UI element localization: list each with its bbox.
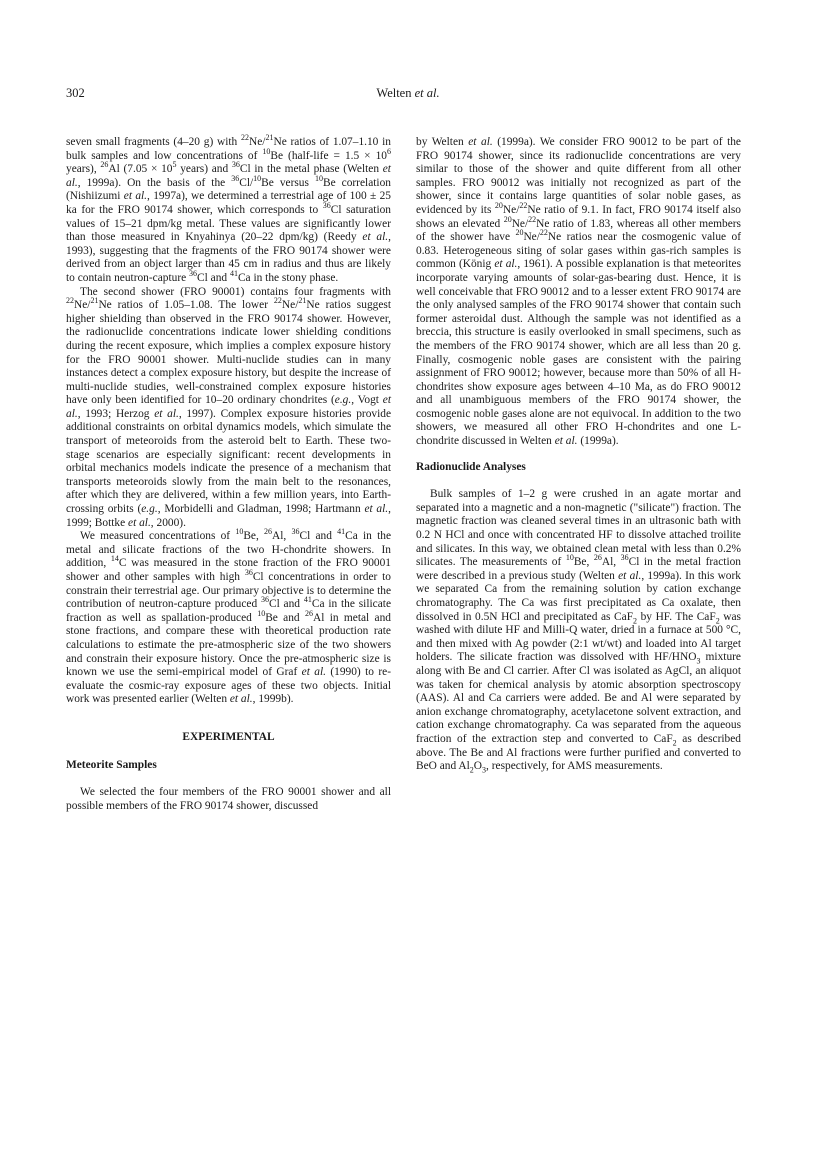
text-run: (1999a). [577, 435, 619, 448]
text-run: Ne/ [249, 136, 266, 148]
text-run: 2 [469, 765, 474, 775]
text-run: Al, [601, 556, 621, 569]
text-run: Be correlation (Nishiizumi [66, 176, 391, 203]
text-run: , 2000). [150, 516, 186, 529]
text-run: 20 [515, 228, 524, 238]
text-run: 36 [189, 269, 198, 279]
text-run: Ca in the stony phase. [237, 271, 339, 284]
text-run: 36 [244, 568, 253, 578]
text-run: 21 [298, 296, 307, 306]
text-run: 2 [633, 615, 638, 625]
text-run: 22 [528, 214, 537, 224]
text-run: 41 [303, 595, 312, 605]
text-run: Ne ratios suggest higher shielding than observed in the FRO 90174 shower. However, the radionuclide concentrations indicate lower shielding conditions during the recent exposure, which implies a complex exposure history for the FRO 90001 shower. Multi-nuclide studies can in many instances detect a complex exposure history, but despite the increase of multi-nuclide studies, well-constrained complex exposure histories have only been identified for 10–20 ordinary chondrites ( [66, 299, 391, 407]
text-run: 20 [503, 214, 512, 224]
text-run: 36 [291, 527, 300, 537]
text-run: years) and [176, 163, 232, 176]
text-run: 2 [715, 615, 720, 625]
text-run: et al. [494, 258, 518, 271]
text-run: 26 [593, 553, 602, 563]
paragraph [66, 527, 392, 707]
text-run: 21 [90, 296, 99, 306]
text-run: et al. [554, 435, 578, 448]
text-run: was washed with dilute HF and Milli-Q water, dried in a furnace at 500 °C, and then mixed with Ag powder (2:1 wt/wt) and loaded into Al target holders. The silicate fraction was dissolved with HF/HNO [416, 610, 741, 664]
text-run: 26 [264, 527, 273, 537]
text-run: 6 [387, 146, 391, 156]
text-run: 20 [494, 201, 503, 211]
text-run: years), [66, 163, 101, 176]
text-run: et al. [618, 569, 642, 582]
text-run: We measured concentrations of [80, 530, 236, 543]
text-run: 36 [231, 173, 240, 183]
text-run: 10 [314, 173, 323, 183]
left-column [66, 133, 392, 813]
text-run: Cl/ [239, 176, 254, 189]
text-run: , 1999a). On the basis of the [77, 176, 232, 189]
text-run: 3 [696, 656, 701, 666]
page-number: 302 [66, 86, 85, 100]
text-run: Cl and [299, 530, 338, 543]
text-run: 41 [337, 527, 346, 537]
text-run: 10 [565, 553, 574, 563]
text-run: 10 [253, 173, 262, 183]
text-run: 26 [304, 608, 313, 618]
text-run: Be and [265, 611, 305, 624]
paragraph [66, 286, 391, 531]
text-run: Cl in the metal fraction were described in a previous study (Welten [416, 556, 741, 582]
text-run: , Morbidelli and Gladman, 1998; Hartmann [157, 503, 365, 516]
text-run: Be (half-life = 1.5 × 10 [270, 149, 387, 162]
text-run: by Welten [416, 136, 469, 148]
text-run: , 1997a), we determined a terrestrial age of 100 ± 25 ka for the FRO 90174 shower, which corresponds to [66, 190, 392, 216]
text-run: by HF. The CaF [637, 610, 716, 623]
text-run: e.g. [334, 394, 352, 407]
text-run: 22 [273, 296, 282, 306]
text-run: 5 [172, 160, 177, 170]
text-run: 21 [265, 133, 274, 143]
text-run: , 1999a). In this work we separated Ca from the remaining solution by cation exchange chromatography. The Ca was first precipitated as Ca oxalate, then dissolved in 0.5N HCl and precipitated as CaF [416, 569, 741, 623]
text-run: 26 [100, 160, 109, 170]
text-run: Cl in the metal phase (Welten [239, 163, 383, 176]
text-run: seven small fragments (4–20 g) with [66, 136, 242, 148]
text-run: Ne/ [281, 299, 299, 312]
text-run: Ne ratio of 9.1. In fact, FRO 90174 itself also shows an elevated [416, 203, 741, 230]
text-run: Be versus [261, 176, 315, 189]
text-run: , Vogt [351, 394, 383, 407]
text-run: Ne ratios of 1.07–1.10 in bulk samples and low concentrations of [66, 136, 391, 162]
paragraph [66, 133, 392, 286]
text-run: 10 [262, 146, 271, 156]
text-run: 36 [322, 201, 331, 211]
text-run: Ne/ [523, 231, 540, 244]
right-column [416, 136, 741, 774]
text-run: , 1961). A possible explanation is that meteorites incorporate varying amounts of solar-gas-bearing dust. Hence, it is well conceivable that FRO 90012 and to a lesser extent FRO 90174 are the only analysed samples of the FRO 90174 shower that contain such former asteroidal dust. Although the sample was not identified as a breccia, this structure is easily overlooked in small specimens, such as the members of the FRO 90174 shower, which are all less than 20 g. Finally, cosmogenic noble gases are consistent with the pairing assignment of FRO 90012; however, because more than 50% of all H-chondrites show exposure ages between 4–10 Ma, as do FRO 90012 and all unambiguous members of the FRO 90174 shower, the cosmogenic noble gases alone are not equivocal. In addition to the two showers, we measured all other FRO H-chondrites and one L-chondrite discussed in Welten [416, 258, 741, 448]
text-run: 2 [672, 738, 677, 748]
text-run: Ne/ [502, 203, 520, 216]
running-title: Welten et al. [376, 86, 440, 100]
paragraph: We selected the four members of the FRO 90001 shower and all possible members of the FRO 90174 shower, discussed [66, 786, 391, 812]
text-run: Cl saturation values of 15–21 dpm/kg metal. These values are significantly lower than those measured in Knyahinya (20–22 dpm/kg) (Reedy [66, 203, 391, 244]
text-run: , 1999; Bottke [66, 503, 391, 529]
text-run: Al in metal and stone fractions, and compare these with theoretical production rate calculations to estimate the pre-atmospheric size of the two showers and constrain their exposure history. Once the pre-atmospheric size is known we use the semi-empirical model of Graf [66, 611, 392, 679]
text-run: mixture along with Be and Cl carrier. After Cl was isolated as AgCl, an aliquot was taken for chemical analysis by atomic absorption spectroscopy (AAS). Al and Ca carriers were added. Be and Al were separated by anion exchange chromatography, acetylacetone solvent extraction, and cation exchange chromatography. Ca was separated from the aqueous fraction of the extraction step and converted to CaF [416, 651, 741, 745]
text-run: , 1997). Complex exposure histories provide additional constraints on orbital dynamics models, which simulate the transport of meteoroids from the asteroid belt to Earth. These two-stage scenarios are especially significant: recent developments in orbital mechanics models indicate the presence of a mechanism that transports meteoroids slowly from the main belt to the resonances, after which they are delivered, within a few million years, into Earth-crossing orbits ( [66, 407, 392, 516]
text-run: et al. [229, 693, 253, 706]
text-run: et al. [364, 503, 389, 516]
text-run: 36 [260, 595, 269, 605]
text-run: 41 [229, 269, 238, 279]
text-run: Ne ratios near the cosmogenic value of 0.83. Heterogeneous siting of solar gases within gas-rich samples is common (König [416, 231, 741, 271]
text-run: 10 [257, 608, 266, 618]
text-run: (1999a). We consider FRO 90012 to be part of the FRO 90174 shower, since its radionuclide concentrations are very similar to those of the shower and quite different from all other samples. FRO 90012 was initially not recognized as part of the shower, since it contains large quantities of solar noble gases, as evidenced by its [416, 136, 741, 216]
text-run: Ne/ [511, 217, 529, 230]
text-run: Ne ratio of 1.83, whereas all other members of the shower have [416, 217, 741, 244]
text-run: et al. [362, 231, 389, 244]
text-run: as described above. The Be and Al fractions were further purified and converted to BeO and Al [416, 732, 741, 773]
paragraph [416, 488, 741, 773]
subsection-heading: Meteorite Samples [66, 758, 157, 771]
text-run: O [473, 760, 483, 773]
text-run: et al. [468, 136, 493, 148]
text-run: e.g. [141, 503, 158, 516]
text-run: et al. [301, 666, 326, 679]
text-run: Al (7.05 × 10 [108, 163, 173, 176]
text-run: Cl and [268, 598, 304, 611]
text-run: et al. [123, 190, 148, 203]
text-run: 22 [539, 228, 548, 238]
text-run: 10 [235, 527, 244, 537]
section-heading: EXPERIMENTAL [182, 730, 275, 743]
text-run: , 1999b). [252, 693, 294, 706]
text-run: 14 [110, 554, 119, 564]
text-run: Ne/ [74, 299, 91, 312]
text-run: Ca in the metal and silicate fractions of the two H-chondrite showers. In addition, [66, 530, 391, 570]
text-run: Cl concentrations in order to constrain their terrestrial age. Our primary objective is to determine the contribution of neutron-capture produced [66, 571, 391, 611]
text-run: 3 [482, 765, 487, 775]
subsection-heading: Radionuclide Analyses [416, 460, 526, 473]
text-run: 36 [231, 160, 240, 170]
text-run: et al. [154, 407, 179, 420]
text-run: , 1993), suggesting that the fragments of the FRO 90174 shower were derived from an object larger than 45 cm in radius and thus are likely to contain neutron-capture [66, 231, 391, 284]
text-run: C was measured in the stone fraction of the FRO 90001 shower and other samples with high [66, 557, 391, 583]
text-run: 22 [241, 133, 250, 143]
text-run: 36 [620, 553, 629, 563]
text-run: 22 [66, 296, 74, 306]
text-run: Ca in the silicate fraction as well as spallation-produced [66, 598, 392, 624]
text-run: Al, [272, 530, 292, 543]
text-run: Cl and [197, 271, 230, 284]
text-run: et al. [66, 394, 391, 420]
paragraph [416, 136, 741, 449]
text-run: Be, [243, 530, 265, 543]
text-run: The second shower (FRO 90001) contains four fragments with [80, 285, 391, 298]
text-run: , respectively, for AMS measurements. [486, 760, 663, 773]
text-run: Ne ratios of 1.05–1.08. The lower [98, 299, 274, 312]
text-run: 22 [519, 201, 528, 211]
text-run: Be, [573, 556, 594, 569]
text-run: Bulk samples of 1–2 g were crushed in an agate mortar and separated into a magnetic and a non-magnetic ("silicate") fraction. The magnetic fraction was cleaned several times in an ultrasonic bath with 0.2 N HCl and once with concentrated HF to dissolve attached troilite and silicates. In this way, we obtained clean metal with less than 0.2% silicates. The measurements of [416, 488, 741, 569]
text-run: et al. [66, 163, 391, 189]
text-run: , 1993; Herzog [77, 407, 155, 420]
text-run: (1990) to re-evaluate the cosmic-ray exposure ages of these two objects. Initial work was presented earlier (Welten [66, 666, 391, 706]
text-run: et al. [128, 516, 151, 529]
